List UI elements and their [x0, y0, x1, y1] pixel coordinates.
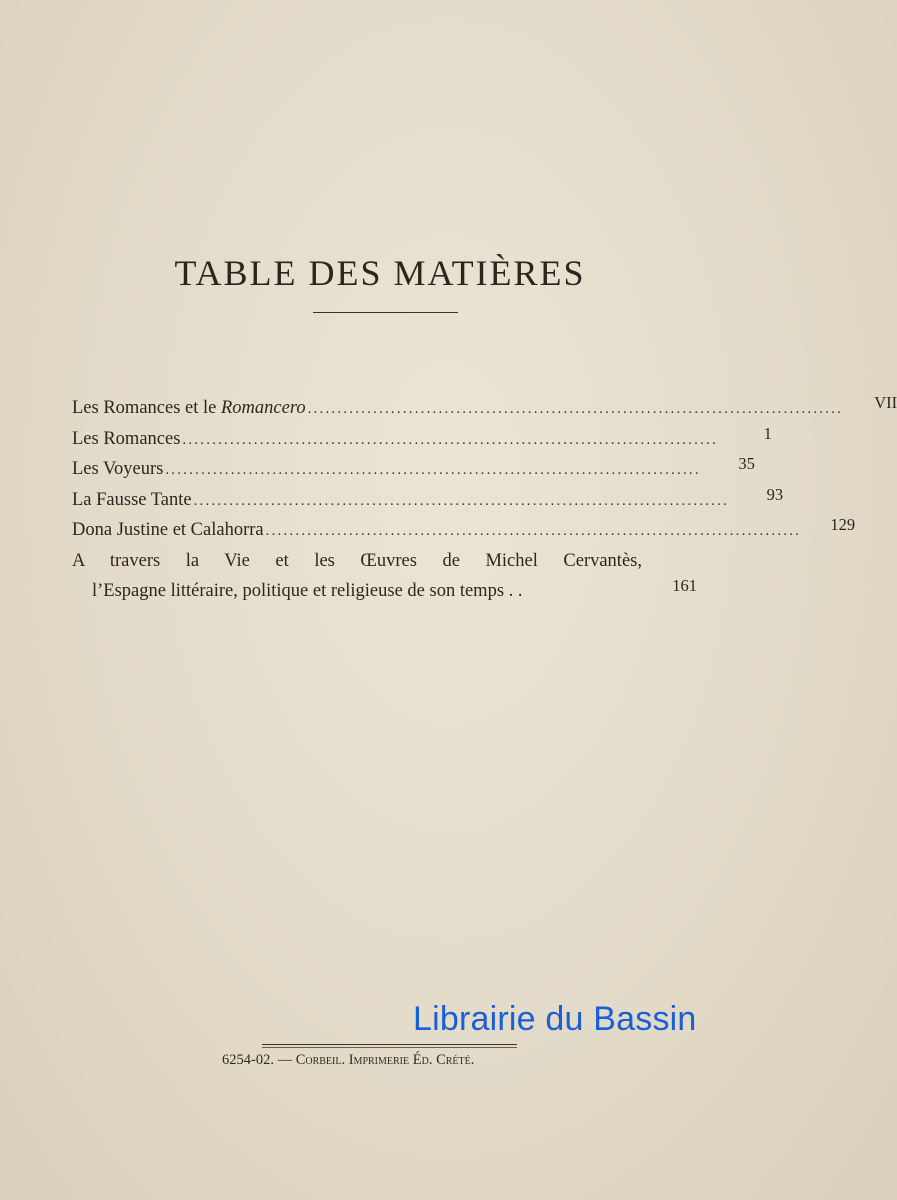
dot-leader: ..........................................................................................: [182, 431, 718, 448]
toc-page-number: 93: [766, 484, 784, 504]
table-of-contents: [72, 393, 897, 612]
toc-page-number: 1: [763, 423, 772, 443]
toc-entry: [72, 454, 755, 490]
dot-leader: ..........................................................................................: [307, 401, 844, 417]
dot-leader: ..........................................................................................: [165, 462, 701, 478]
toc-entry-title-line1: A travers la Vie et les Œuvres de Michel Cervantès,: [72, 550, 642, 571]
toc-entry-title-italic: Romancero: [220, 398, 306, 418]
toc-entry-line2: [72, 576, 697, 612]
toc-page-number: 161: [672, 576, 697, 595]
toc-page-number: 129: [830, 515, 856, 534]
dot-leader: ..........................................................................................: [265, 523, 802, 539]
dot-leader: ..........................................................................................: [193, 492, 730, 509]
toc-entry-title-line2: l’Espagne littéraire, politique et religieuse de son temps . .: [92, 581, 523, 601]
toc-entry: [72, 515, 856, 551]
footer-rule: [262, 1044, 517, 1045]
toc-entry-title: Les Romances et le Romancero: [72, 398, 306, 418]
toc-entry-title: Les Voyeurs: [72, 459, 164, 479]
toc-entry-title: Les Romances: [72, 428, 181, 449]
toc-page-number: 35: [738, 454, 755, 473]
toc-entry: [72, 393, 897, 429]
toc-entry-title: Dona Justine et Calahorra: [72, 520, 264, 540]
toc-entry: [72, 484, 784, 521]
page-title: TABLE DES MATIÈRES: [174, 253, 586, 294]
printer-imprint: 6254-02. — Corbeil. Imprimerie Éd. Crété.: [222, 1052, 475, 1068]
title-rule: [313, 312, 458, 313]
footer-rule-thin: [262, 1047, 517, 1048]
toc-entry-title: La Fausse Tante: [72, 489, 192, 510]
toc-page-number: VII: [874, 393, 897, 412]
toc-entry: [72, 423, 772, 460]
toc-entry: [72, 551, 697, 612]
watermark-text: Librairie du Bassin: [413, 1000, 697, 1038]
